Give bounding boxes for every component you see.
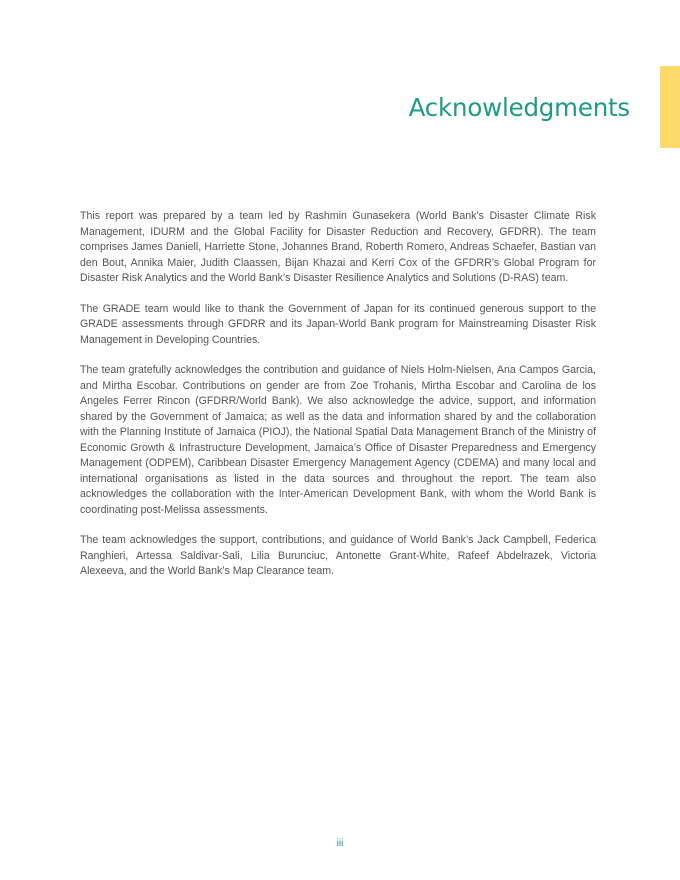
accent-bar	[660, 66, 680, 148]
page-title: Acknowledgments	[408, 93, 630, 122]
page-number: iii	[336, 838, 344, 849]
body-text	[80, 209, 596, 595]
paragraph-world-bank-support: The team acknowledges the support, contributions, and guidance of World Bank’s Jack Campbell, Federica Ranghieri, Artessa Saldivar-Sali, Lilia Burunciuc, Antonette Grant-White, Rafeef Abdelrazek, Victoria Alexeeva, and the World Bank’s Map Clearance team.	[80, 534, 596, 577]
paragraph-team: This report was prepared by a team led by Rashmin Gunasekera (World Bank’s Disaster Climate Risk Management, IDURM and the Global Facility for Disaster Reduction and Recovery, GFDRR). The team comprises James Daniell, Harriette Stone, Johannes Brand, Roberth Romero, Andreas Schaefer, Bastian van den Bout, Annika Maier, Judith Claassen, Bijan Khazai and Kerri Cox of the GFDRR’s Global Program for Disaster Risk Analytics and the World Bank’s Disaster Resilience Analytics and Solutions (D-RAS) team.	[80, 210, 596, 284]
paragraph-contributions: The team gratefully acknowledges the contribution and guidance of Niels Holm-Nielsen, Ana Campos Garcia, and Mirtha Escobar. Contributions on gender are from Zoe Trohanis, Mirtha Escobar and Carolina de los Angeles Ferrer Rincon (GFDRR/World Bank). We also acknowledge the advice, support, and information shared by the Government of Jamaica; as well as the data and information shared by and the collaboration with the Planning Institute of Jamaica (PIOJ), the National Spatial Data Management Branch of the Ministry of Economic Growth & Infrastructure Development, Jamaica’s Office of Disaster Preparedness and Emergency Management (ODPEM), Caribbean Disaster Emergency Management Agency (CDEMA) and many local and international organisations as listed in the data sources and throughout the report. The team also acknowledges the collaboration with the Inter-American Development Bank, with whom the World Bank is coordinating post-Melissa assessments.	[80, 364, 596, 516]
paragraph-japan-thanks: The GRADE team would like to thank the Government of Japan for its continued generous support to the GRADE assessments through GFDRR and its Japan-World Bank program for Mainstreaming Disaster Risk Management in Developing Countries.	[80, 302, 596, 346]
